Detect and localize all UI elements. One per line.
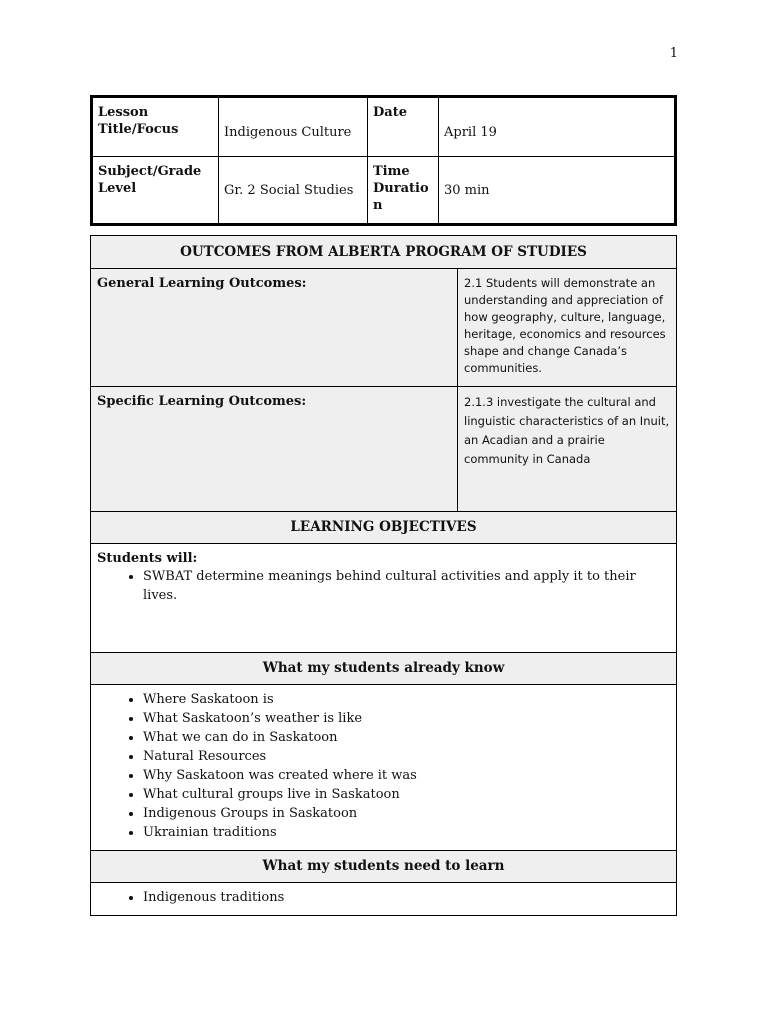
subject-grade-label: Subject/Grade Level	[92, 157, 219, 225]
outcomes-table	[90, 235, 677, 916]
general-outcomes-label: General Learning Outcomes:	[91, 269, 458, 387]
list-item: • What cultural groups live in Saskatoon	[143, 785, 670, 804]
general-outcomes-text: 2.1 Students will demonstrate an understanding and appreciation of how geography, culture, language, heritage, economics and resources shape and change Canada’s communities.	[458, 269, 677, 387]
page-number: 1	[669, 46, 678, 61]
outcomes-heading: OUTCOMES FROM ALBERTA PROGRAM OF STUDIES	[91, 236, 677, 269]
list-item: • Natural Resources	[143, 747, 670, 766]
objectives-list	[97, 567, 670, 605]
specific-outcomes-text: 2.1.3 investigate the cultural and linguistic characteristics of an Inuit, an Acadian and a prairie community in Canada	[458, 387, 677, 512]
list-item: • Where Saskatoon is	[143, 690, 670, 709]
already-know-heading: What my students already know	[91, 653, 677, 685]
time-duration-value: 30 min	[439, 157, 676, 225]
list-item: • Ukrainian traditions	[143, 823, 670, 842]
subject-grade-value: Gr. 2 Social Studies	[219, 157, 368, 225]
learning-objectives-heading: LEARNING OBJECTIVES	[91, 512, 677, 544]
list-item: • SWBAT determine meanings behind cultural activities and apply it to their lives.	[143, 567, 670, 605]
list-item: • Why Saskatoon was created where it was	[143, 766, 670, 785]
lesson-title-value: Indigenous Culture	[219, 97, 368, 157]
learning-objectives-body	[91, 544, 677, 653]
need-to-learn-heading: What my students need to learn	[91, 851, 677, 883]
date-value: April 19	[439, 97, 676, 157]
list-item: • Indigenous Groups in Saskatoon	[143, 804, 670, 823]
lesson-header-table	[90, 95, 677, 226]
need-to-learn-list	[97, 888, 670, 907]
already-know-body	[91, 685, 677, 851]
lesson-title-label: Lesson Title/Focus	[92, 97, 219, 157]
list-item: • What we can do in Saskatoon	[143, 728, 670, 747]
date-label: Date	[368, 97, 439, 157]
time-duration-label: Time Duratio n	[368, 157, 439, 225]
students-will-label: Students will:	[97, 551, 198, 566]
list-item: • What Saskatoon’s weather is like	[143, 709, 670, 728]
already-know-list	[97, 690, 670, 842]
need-to-learn-body	[91, 883, 677, 916]
specific-outcomes-label: Specific Learning Outcomes:	[91, 387, 458, 512]
list-item: • Indigenous traditions	[143, 888, 670, 907]
